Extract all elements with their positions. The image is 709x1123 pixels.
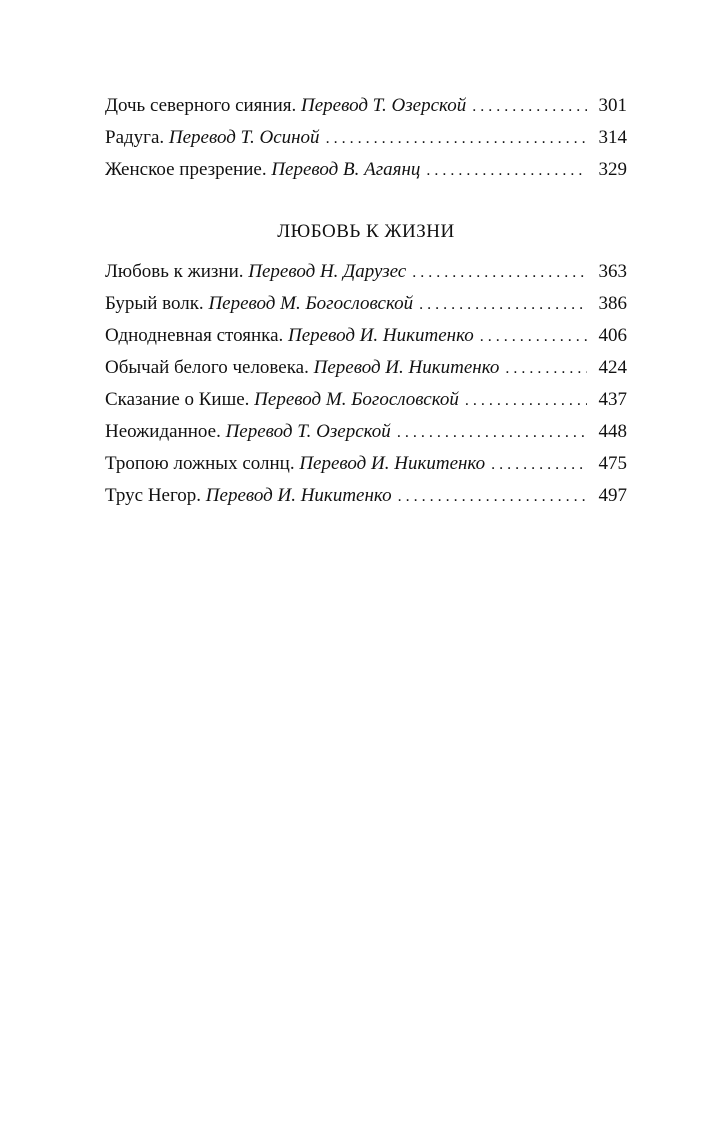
dot-leader (505, 353, 587, 385)
toc-entry[interactable] (105, 154, 627, 186)
entry-translator: Перевод Т. Осиной (168, 127, 320, 148)
entry-title: Радуга. (105, 127, 165, 148)
entry-page-number: 314 (598, 127, 627, 148)
toc-entry[interactable] (105, 448, 627, 480)
entry-page-number: 497 (598, 485, 627, 506)
entry-title: Дочь северного сияния. (105, 95, 297, 116)
entry-translator: Перевод М. Богословской (254, 389, 459, 410)
entry-translator: Перевод М. Богословской (208, 293, 414, 314)
entry-page-number: 329 (598, 159, 627, 180)
toc-entry[interactable] (105, 480, 627, 512)
dot-leader (491, 449, 587, 481)
entry-page-number: 475 (598, 453, 627, 474)
toc-entry[interactable] (105, 384, 627, 416)
entry-title: Женское презрение. (105, 159, 267, 180)
entry-page-number: 406 (598, 325, 627, 346)
entry-translator: Перевод И. Никитенко (299, 453, 486, 474)
table-of-contents (105, 90, 627, 512)
dot-leader (398, 481, 587, 513)
entry-translator: Перевод Т. Озерской (225, 421, 391, 442)
dot-leader (465, 385, 587, 417)
entry-translator: Перевод В. Агаянц (271, 159, 421, 180)
entry-title: Тропою ложных солнц. (105, 453, 295, 474)
entry-title: Бурый волк. (105, 293, 204, 314)
dot-leader (426, 155, 587, 187)
dot-leader (472, 91, 587, 123)
entry-translator: Перевод Н. Дарузес (248, 261, 407, 282)
section-heading: ЛЮБОВЬ К ЖИЗНИ (277, 221, 455, 242)
entry-page-number: 437 (598, 389, 627, 410)
toc-entry[interactable] (105, 352, 627, 384)
entry-translator: Перевод И. Никитенко (205, 485, 392, 506)
toc-entry[interactable] (105, 320, 627, 352)
entry-page-number: 363 (598, 261, 627, 282)
toc-entry[interactable] (105, 122, 627, 154)
toc-top-list (105, 90, 627, 186)
dot-leader (326, 123, 587, 155)
dot-leader (480, 321, 587, 353)
entry-title: Трус Негор. (105, 485, 202, 506)
entry-translator: Перевод Т. Озерской (300, 95, 467, 116)
dot-leader (412, 257, 587, 289)
entry-title: Однодневная стоянка. (105, 325, 284, 346)
dot-leader (397, 417, 587, 449)
entry-page-number: 448 (598, 421, 627, 442)
entry-title: Неожиданное. (105, 421, 221, 442)
entry-page-number: 386 (598, 293, 627, 314)
entry-title: Обычай белого человека. (105, 357, 309, 378)
toc-section-list (105, 256, 627, 512)
entry-title: Любовь к жизни. (105, 261, 244, 282)
dot-leader (419, 289, 587, 321)
toc-entry[interactable] (105, 288, 627, 320)
entry-title: Сказание о Кише. (105, 389, 250, 410)
toc-entry[interactable] (105, 90, 627, 122)
entry-translator: Перевод И. Никитенко (288, 325, 474, 346)
toc-entry[interactable] (105, 416, 627, 448)
toc-entry[interactable] (105, 256, 627, 288)
entry-page-number: 424 (598, 357, 627, 378)
entry-page-number: 301 (598, 95, 627, 116)
entry-translator: Перевод И. Никитенко (313, 357, 500, 378)
